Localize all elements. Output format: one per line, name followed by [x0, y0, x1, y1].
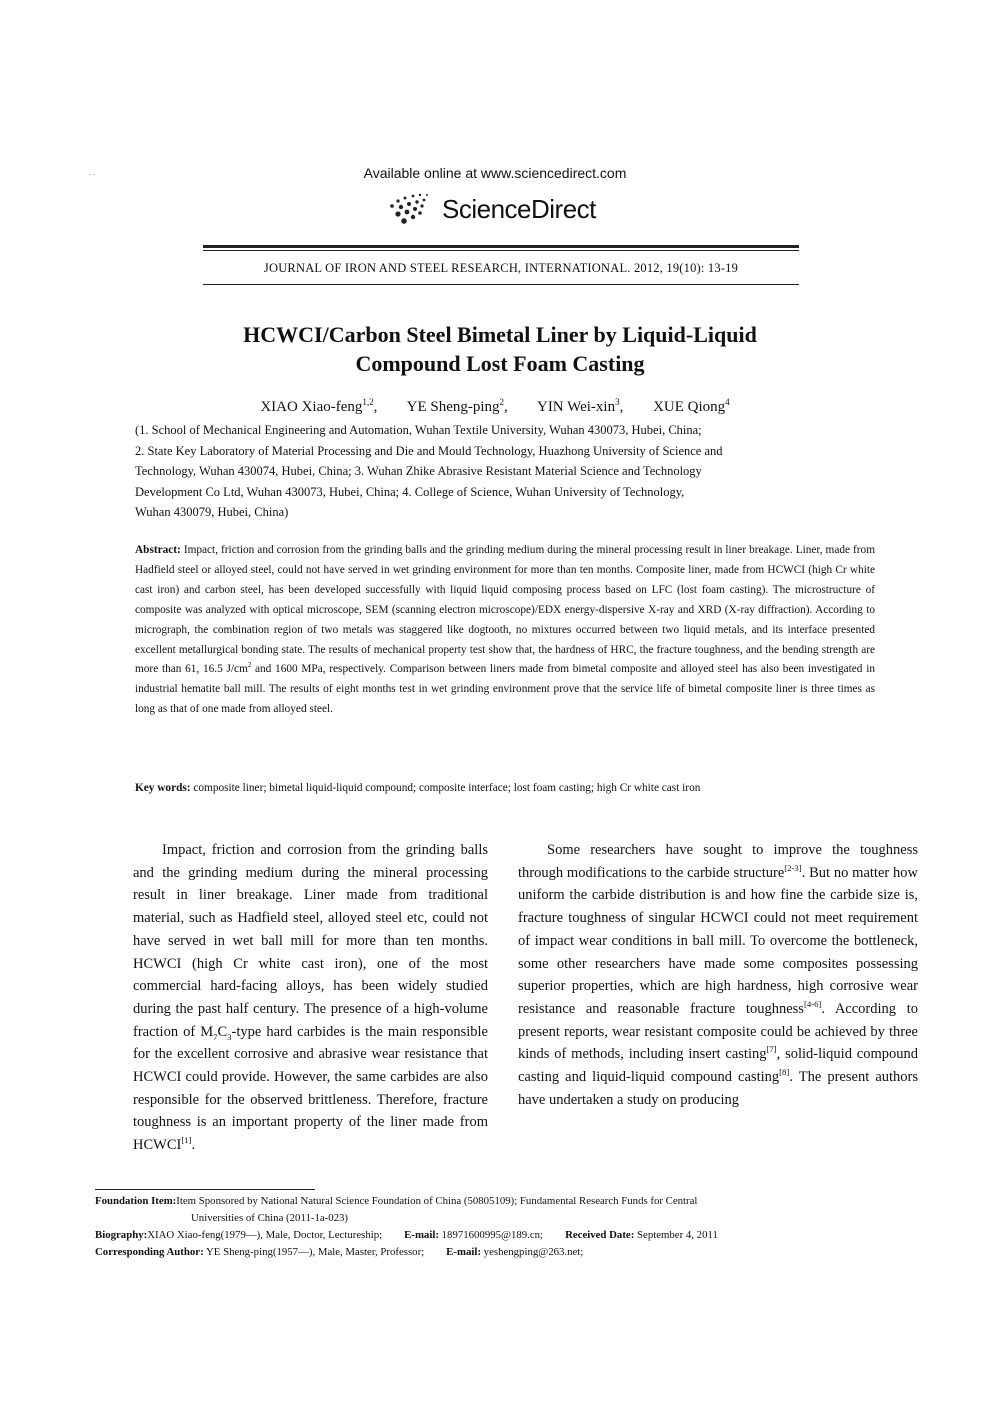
abstract-text-cont: and 1600 MPa, respectively. Comparison between liners made from bimetal composite and alloyed steel has also been investigated in industrial hematite ball mill. The results of eight months test in wet grinding environment prove that the service life of bimetal composite liner is three times as long as that of one made from alloyed steel. — [135, 663, 875, 716]
affiliation-line: Development Co Ltd, Wuhan 430073, Hubei, China; 4. College of Science, Wuhan University of Technology, — [135, 484, 685, 499]
footnotes — [95, 1193, 895, 1261]
subscript: 3 — [227, 1031, 232, 1042]
author-separator: , — [373, 399, 378, 415]
body-text: . The present authors have undertaken a study on producing — [518, 1069, 918, 1108]
abstract-label: Abstract: — [135, 544, 181, 556]
body-text: Impact, friction and corrosion from the grinding balls and the grinding medium during the mineral processing result in liner breakage. Liner made from traditional material, such as Hadfield steel, alloyed steel etc, could not have served in wet ball mill for more than ten months. HCWCI (high Cr white cast iron), one of the most commercial hard-facing alloys, has been widely studied during the past half century. The presence of a high-volume fraction of M — [133, 842, 488, 1040]
author-affiliation-marker: 3 — [615, 397, 620, 407]
unit-superscript: 2 — [247, 662, 252, 670]
author-name: YE Sheng-ping — [406, 399, 500, 415]
corresponding-text: YE Sheng-ping(1957—), Male, Master, Professor; — [206, 1246, 425, 1258]
citation-ref[interactable]: [8] — [779, 1067, 790, 1078]
author-affiliation-marker: 1,2 — [362, 397, 374, 407]
foundation-label: Foundation Item: — [95, 1195, 177, 1207]
foundation-text: Item Sponsored by National Natural Science Foundation of China (50805109); Fundamental Research Funds for Central — [176, 1195, 698, 1207]
sciencedirect-logo — [388, 190, 628, 228]
keywords-label: Key words: — [135, 782, 191, 794]
header-rule-bottom — [203, 284, 799, 285]
keywords — [135, 779, 875, 799]
header-rule-thick — [203, 245, 799, 248]
sciencedirect-dots-icon — [388, 192, 438, 226]
corresponding-footnote — [95, 1244, 895, 1261]
biography-text: XIAO Xiao-feng(1979—), Male, Doctor, Lectureship; — [147, 1229, 383, 1241]
scan-mark: · · — [88, 170, 96, 179]
citation-ref[interactable]: [7] — [766, 1044, 777, 1055]
body-text: . According to present reports, wear resistant composite could be achieved by three kinds of methods, including insert casting — [518, 1000, 918, 1063]
body-text: . — [191, 1137, 196, 1154]
author-name: YIN Wei-xin — [536, 399, 616, 415]
email-label: E-mail: — [404, 1229, 439, 1241]
foundation-footnote — [95, 1193, 895, 1210]
body-text: Some researchers have sought to improve the toughness through modifications to the carbide structure — [518, 842, 918, 881]
affiliation-line: Wuhan 430079, Hubei, China) — [135, 505, 289, 519]
body-column-left — [133, 839, 488, 1157]
available-online-text: Available online at www.sciencedirect.com — [363, 165, 627, 181]
affiliation-line: Technology, Wuhan 430074, Hubei, China; 3. Wuhan Zhike Abrasive Resistant Material Science and Technology — [135, 464, 702, 478]
received-date: September 4, 2011 — [637, 1229, 718, 1241]
author-affiliation-marker: 2 — [499, 397, 505, 407]
header-rule-thin — [203, 250, 799, 251]
abstract — [135, 541, 875, 720]
affiliations — [135, 420, 887, 523]
email-link[interactable]: 18971600995@189.cn; — [441, 1229, 544, 1241]
author-name: XUE Qiong — [653, 399, 726, 415]
author-affiliation-marker: 4 — [725, 397, 730, 407]
email-link[interactable]: yeshengping@263.net; — [483, 1246, 584, 1258]
body-text: -type hard carbides is the main responsible for the excellent corrosive and abrasive wear resistance that HCWCI could provide. However, the same carbides are also responsible for the observed brittleness. Therefore, fracture toughness is an important property of the liner made from HCWCI — [133, 1023, 488, 1154]
abstract-text: Impact, friction and corrosion from the grinding balls and the grinding medium during the mineral processing result in liner breakage. Liner, made from Hadfield steel or alloyed steel, could not have served in wet grinding environment for more than ten months. Composite liner, made from HCWCI (high Cr white cast iron) and carbon steel, has been developed successfully with liquid liquid composing process based on LFC (lost foam casting). The microstructure of composite was analyzed with optical microscope, SEM (scanning electron microscope)/EDX energy-dispersive X-ray and XRD (X-ray diffraction). According to micrograph, the combination region of two metals was staggered like dogtooth, no mixtures occurred between two liquid metals, and its interface presented excellent metallurgical bonding state. The results of mechanical property test show that, the hardness of HRC, the fracture toughness, and the bending strength are more than 61, 16.5 J/cm — [135, 544, 875, 676]
author-name: XIAO Xiao-feng — [260, 399, 363, 415]
subscript: 7 — [213, 1031, 218, 1042]
sciencedirect-wordmark: ScienceDirect — [442, 194, 596, 224]
affiliation-line: (1. School of Mechanical Engineering and Automation, Wuhan Textile University, Wuhan 430073, Hubei, China; — [135, 423, 702, 437]
author-list — [0, 399, 990, 416]
body-text: C — [217, 1023, 228, 1040]
biography-label: Biography: — [95, 1229, 148, 1241]
body-column-right — [518, 839, 918, 1111]
foundation-footnote-cont: Universities of China (2011-1a-023) — [191, 1212, 349, 1224]
title-line-2: Compound Lost Foam Casting — [355, 351, 645, 376]
affiliation-line: 2. State Key Laboratory of Material Processing and Die and Mould Technology, Huazhong University of Science and — [135, 443, 723, 458]
body-text: , solid-liquid compound casting and liquid-liquid compound casting — [518, 1046, 918, 1086]
received-label: Received Date: — [565, 1229, 635, 1241]
corresponding-label: Corresponding Author: — [95, 1246, 204, 1258]
keywords-text: composite liner; bimetal liquid-liquid compound; composite interface; lost foam casting; high Cr white cast iron — [190, 782, 701, 794]
citation-ref[interactable]: [1] — [181, 1135, 192, 1146]
email-label: E-mail: — [446, 1246, 481, 1258]
body-text: . But no matter how uniform the carbide distribution is and how fine the carbide size is, fracture toughness of singular HCWCI could not meet requirement of impact wear conditions in ball mill. To overcome the bottleneck, some other researchers have made some composites possessing superior properties, which are high hardness, high corrosive wear resistance and reasonable fracture toughness — [518, 864, 918, 1017]
footnote-rule — [95, 1189, 315, 1190]
author-separator: , — [504, 399, 508, 415]
journal-citation: JOURNAL OF IRON AND STEEL RESEARCH, INTERNATIONAL. 2012, 19(10): 13-19 — [263, 261, 739, 275]
citation-ref[interactable]: [4-6] — [803, 999, 822, 1010]
citation-ref[interactable]: [2-3] — [784, 862, 802, 873]
paper-title — [150, 320, 850, 378]
biography-footnote — [95, 1227, 895, 1244]
author-separator: , — [619, 399, 624, 415]
title-line-1: HCWCI/Carbon Steel Bimetal Liner by Liquid-Liquid — [243, 322, 757, 347]
